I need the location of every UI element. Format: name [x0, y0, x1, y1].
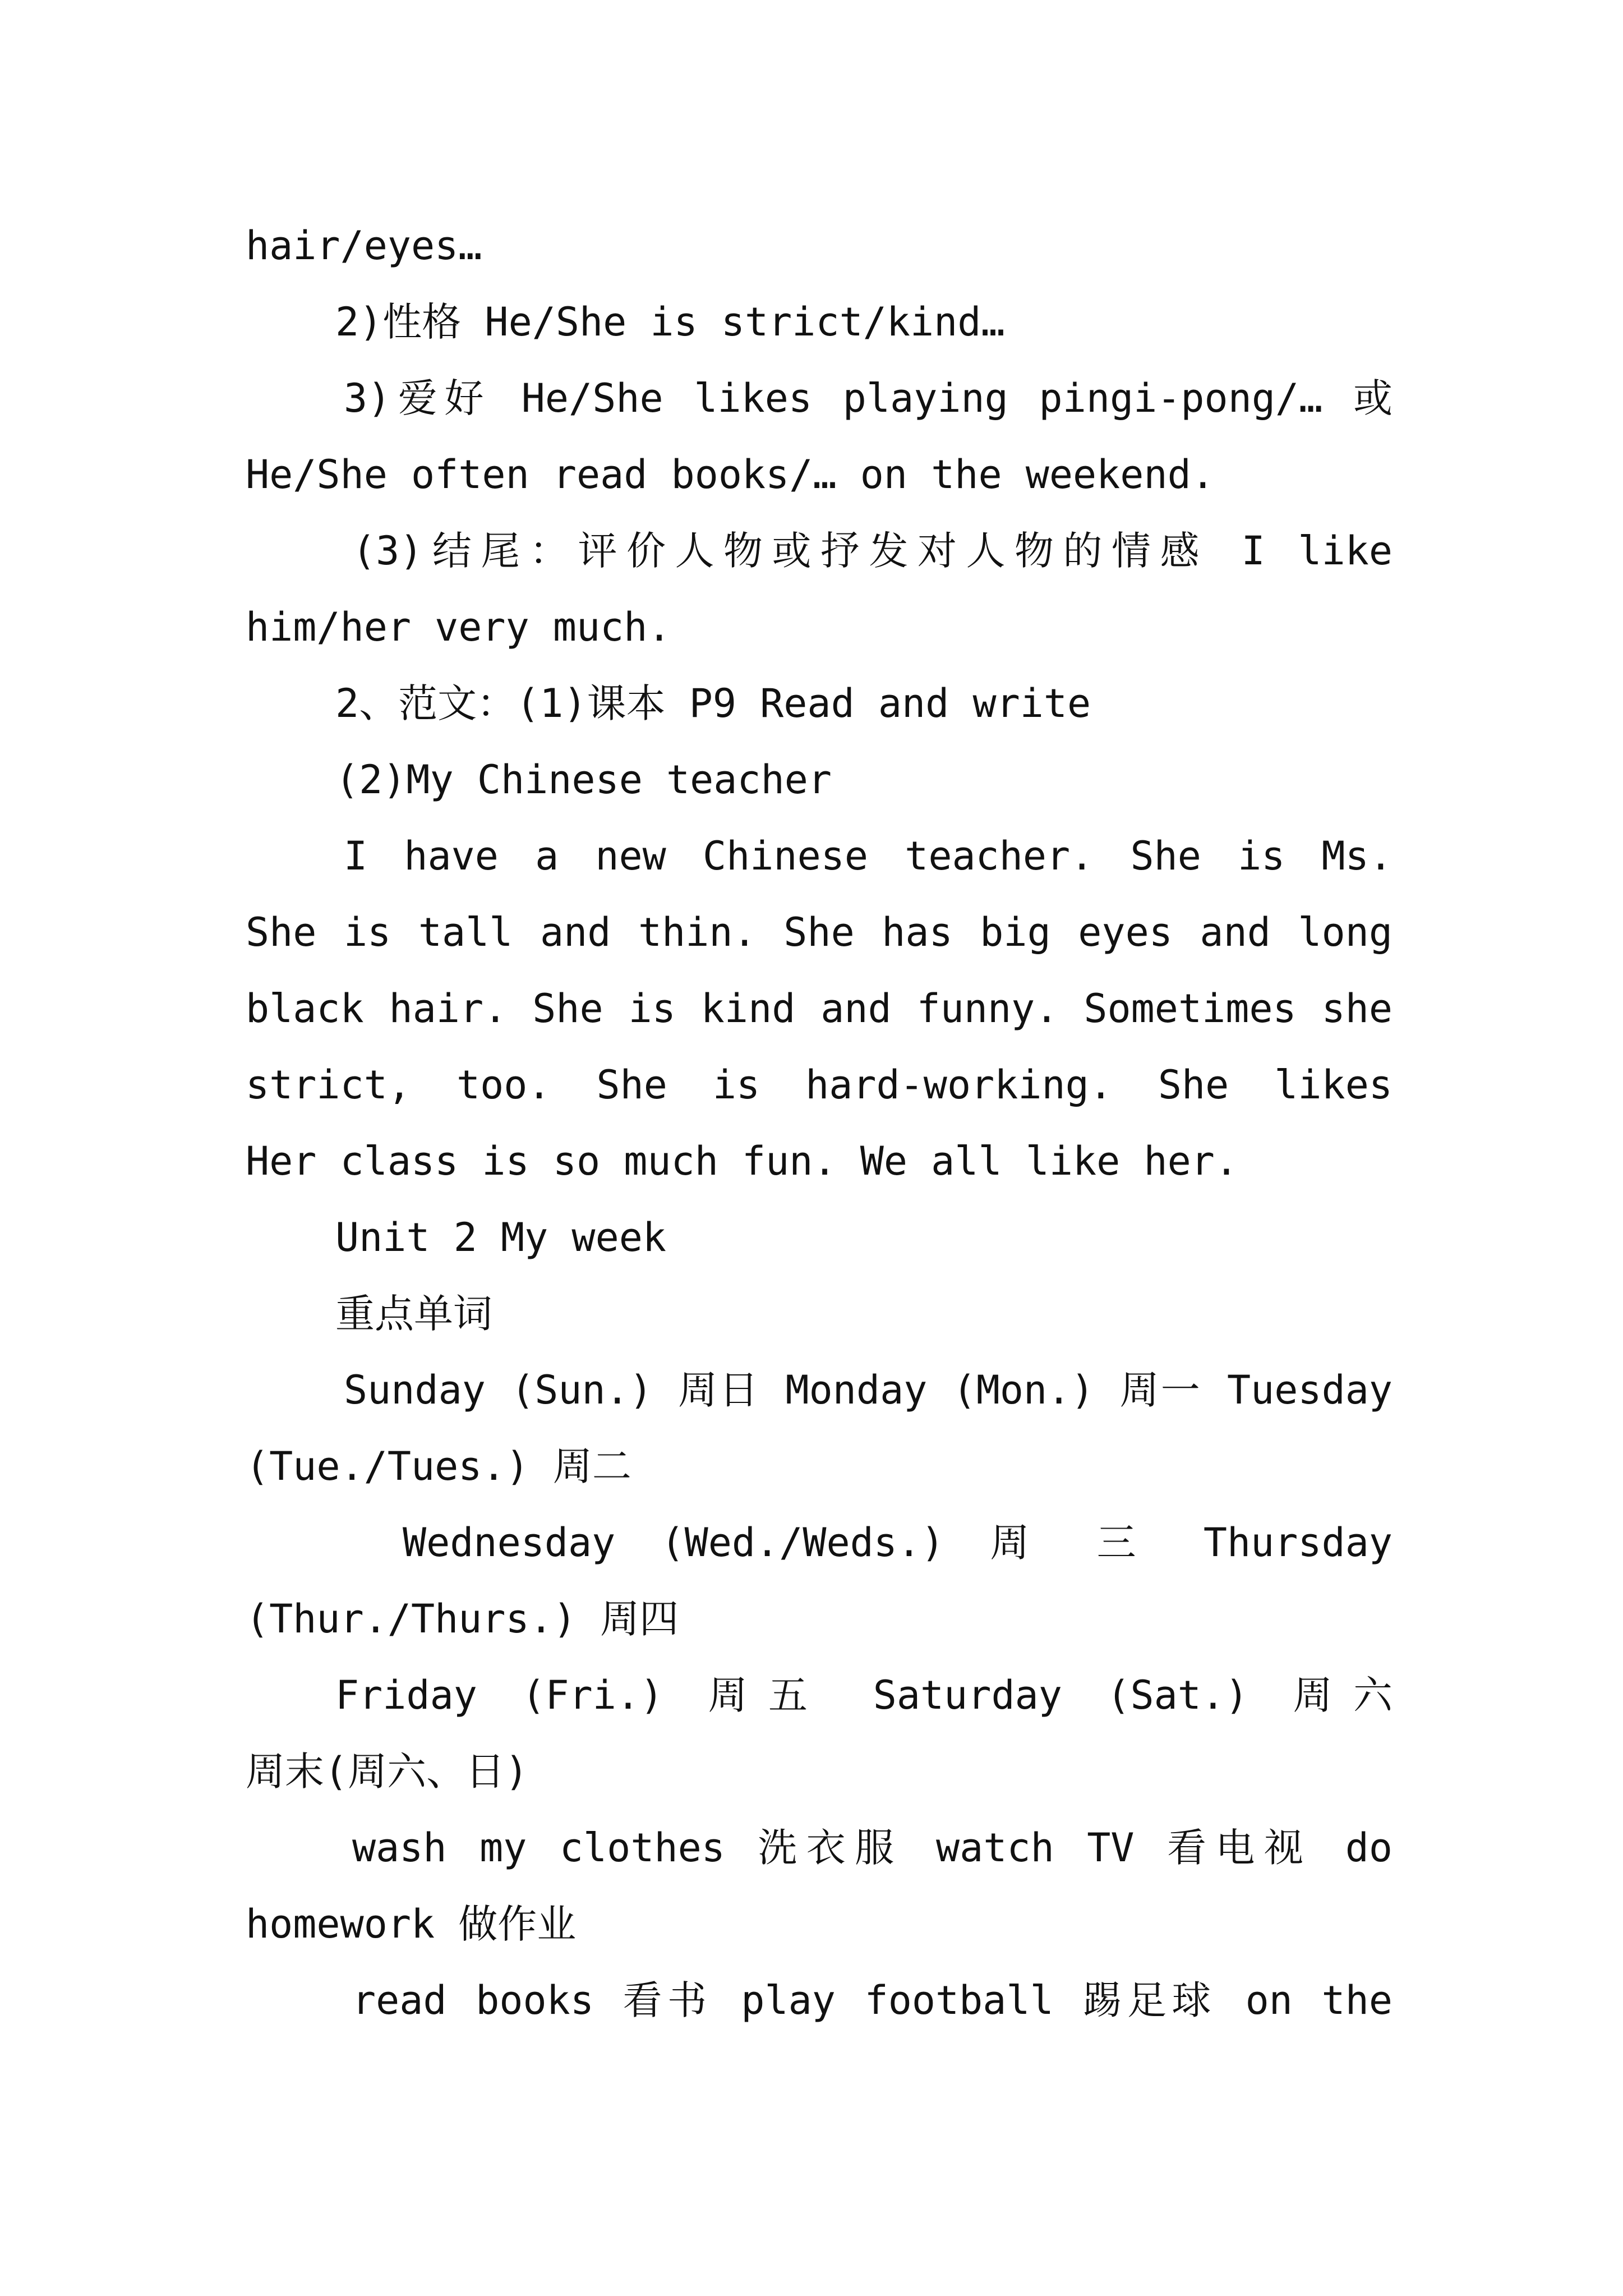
text-line-9: I have a new Chinese teacher. She is Ms.	[344, 833, 1393, 879]
text-line-2: 2)性格 He/She is strict/kind…	[335, 299, 1005, 345]
text-line-4: He/She often read books/… on the weekend.	[246, 452, 1215, 498]
text-line-21: 周末(周六、日)	[246, 1749, 529, 1795]
text-line-10: She is tall and thin. She has big eyes and long	[246, 909, 1393, 955]
text-line-1: hair/eyes…	[246, 223, 482, 269]
unit-heading: Unit 2 My week	[335, 1214, 667, 1260]
text-line-18: Wednesday (Wed./Weds.) 周 三 Thursday	[403, 1520, 1393, 1566]
document-body	[246, 208, 1393, 2039]
text-line-12: strict, too. She is hard-working. She likes	[246, 1062, 1393, 1108]
text-line-5: (3)结尾：评价人物或抒发对人物的情感 I like	[352, 528, 1393, 574]
text-line-22: wash my clothes 洗衣服 watch TV 看电视 do	[352, 1825, 1393, 1871]
section-heading: 重点单词	[335, 1291, 492, 1337]
text-line-23: homework 做作业	[246, 1901, 577, 1947]
text-line-16: Sunday (Sun.) 周日 Monday (Mon.) 周一 Tuesday	[344, 1367, 1393, 1413]
text-line-20: Friday (Fri.) 周五 Saturday (Sat.) 周六	[335, 1672, 1393, 1718]
text-line-7: 2、范文：(1)课本 P9 Read and write	[335, 680, 1091, 726]
text-line-11: black hair. She is kind and funny. Sometimes she	[246, 986, 1393, 1032]
text-line-17: (Tue./Tues.) 周二	[246, 1443, 631, 1489]
text-line-24: read books 看书 play football 踢足球 on the	[352, 1977, 1393, 2023]
text-line-3: 3)爱好 He/She likes playing pingi-pong/… 或	[344, 375, 1393, 421]
text-line-19: (Thur./Thurs.) 周四	[246, 1596, 679, 1642]
text-line-6: him/her very much.	[246, 604, 671, 650]
text-line-13: Her class is so much fun. We all like her.	[246, 1138, 1239, 1184]
text-line-8: (2)My Chinese teacher	[335, 757, 832, 803]
